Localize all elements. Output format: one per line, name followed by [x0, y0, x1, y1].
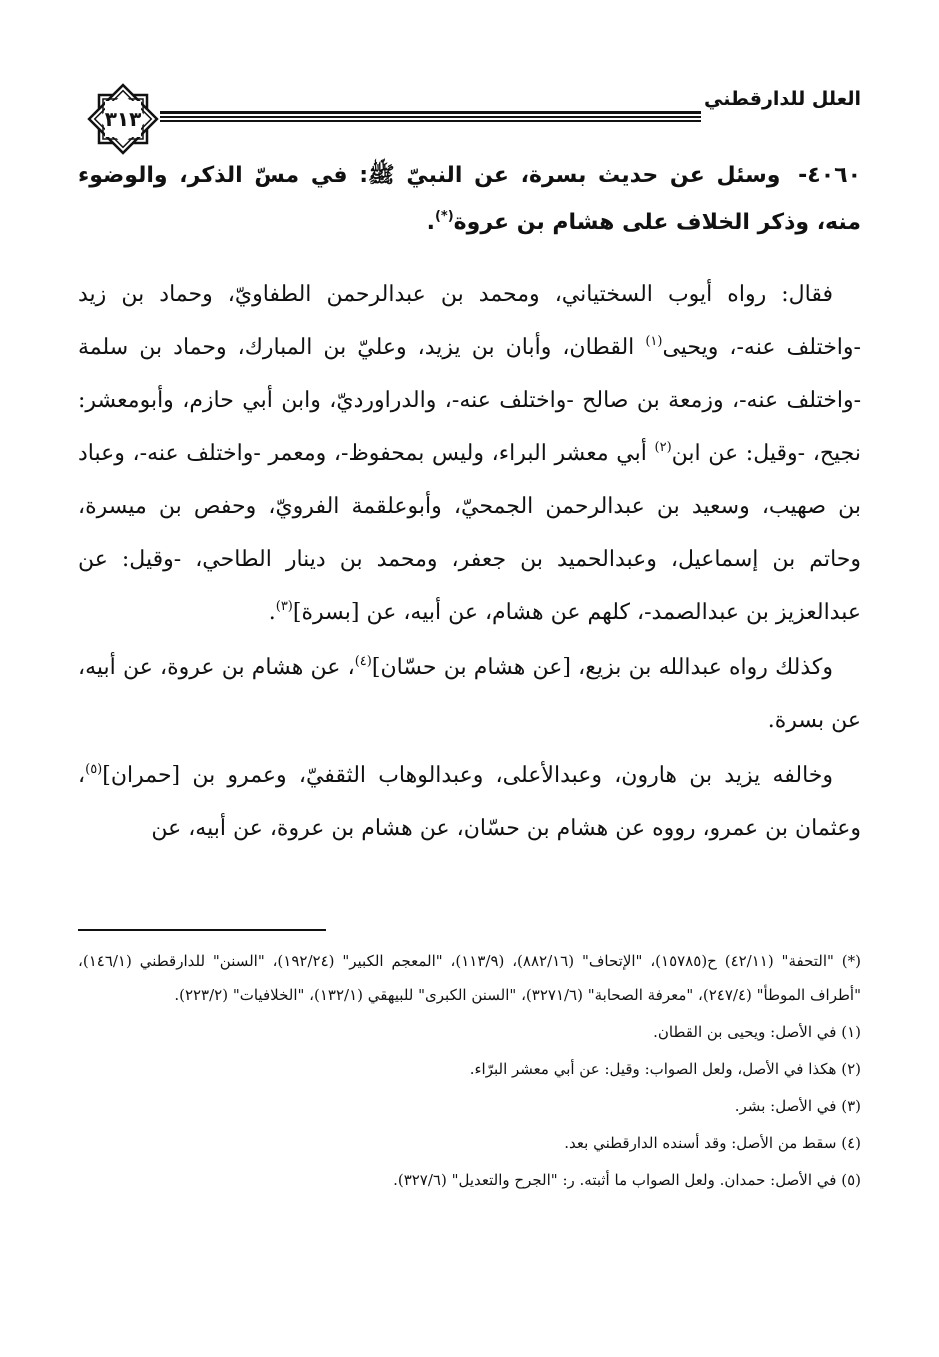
footnote-4: (٤) سقط من الأصل: وقد أسنده الدارقطني بعد. — [564, 1134, 861, 1152]
entry-number: ٤٠٦٠- — [798, 163, 861, 188]
footnote-5: (٥) في الأصل: حمدان. ولعل الصواب ما أثبته. ر: "الجرح والتعديل" (٣٢٧/٦). — [393, 1171, 861, 1189]
footnote-ref-4: (٤) — [354, 654, 372, 669]
heading-footnote-mark: (*) — [434, 209, 454, 224]
heading-line-1: وسئل عن حديث بسرة، عن النبيّ ﷺ: في مسّ الذكر، والوضوء — [78, 163, 781, 188]
footnote-ref-2: (٢) — [654, 440, 672, 455]
paragraph-3: وخالفه يزيد بن هارون، وعبدالأعلى، وعبدالوهاب الثقفيّ، وعمرو بن [حمران]$^{(٥)}$، وعثمان بن عمرو، رووه عن هشام بن حسّان، عن هشام بن عروة، عن أبيه، عن — [78, 762, 861, 841]
entry-heading — [78, 152, 861, 246]
footnote-ref-1: (١) — [645, 334, 663, 349]
page-number-badge — [84, 80, 162, 158]
body-text — [78, 268, 861, 857]
footnote-separator — [78, 929, 326, 931]
footnotes — [78, 944, 861, 1197]
footnote-ref-5: (٥) — [85, 762, 103, 777]
paragraph-1: فقال: رواه أيوب السختياني، ومحمد بن عبدالرحمن الطفاويّ، وحماد بن زيد -واختلف عنه-، ويحيى$^{(١)}$ القطان، وأبان بن يزيد، وعليّ بن المبارك، وحماد بن سلمة -واختلف عنه-، وزمعة بن صالح -واختلف عنه-، والدراورديّ، وابن أبي حازم، وأبومعشر: نجيح، -وقيل: عن ابن$^{(٢)}$ أبي معشر البراء، وليس بمحفوظ-، ومعمر -واختلف عنه-، وعباد بن صهيب، وسعيد بن عبدالرحمن الجمحيّ، وأبوعلقمة الفرويّ، وحفص بن ميسرة، وحاتم بن إسماعيل، وعبدالحميد بن جعفر، ومحمد بن دينار الطاحي، -وقيل: عن عبدالعزيز بن عبدالصمد-، كلهم عن هشام، عن أبيه، عن [بسرة]$^{(٣)}$. — [78, 282, 861, 625]
header-rule — [160, 111, 701, 124]
footnote-3: (٣) في الأصل: بشر. — [734, 1097, 861, 1115]
footnote-ref-3: (٣) — [275, 599, 293, 614]
heading-line-2: منه، وذكر الخلاف على هشام بن عروة — [453, 210, 861, 235]
page-number: ٣١٣ — [104, 107, 142, 131]
footnote-2: (٢) هكذا في الأصل، ولعل الصواب: وقيل: عن أبي معشر البرّاء. — [469, 1060, 861, 1078]
running-title: العلل للدارقطني — [704, 88, 861, 110]
footnote-1: (١) في الأصل: ويحيى بن القطان. — [653, 1023, 861, 1041]
heading-end: . — [426, 210, 435, 235]
paragraph-2: وكذلك رواه عبدالله بن بزيع، [عن هشام بن حسّان]$^{(٤)}$، عن هشام بن عروة، عن أبيه، عن بسرة. — [78, 654, 861, 733]
footnote-sources: (*) "التحفة" (٤٢/١١) ح(١٥٧٨٥)، "الإتحاف" (٨٨٢/١٦)، (١١٣/٩)، "المعجم الكبير" (١٩٢/٢٤)، "السنن" للدارقطني (١٤٦/١)، "أطراف الموطأ" (٢٤٧/٤)، "معرفة الصحابة" (٣٢٧١/٦)، "السنن الكبرى" للبيهقي (١٣٢/١)، "الخلافيات" (٢٢٣/٢). — [78, 952, 861, 1004]
